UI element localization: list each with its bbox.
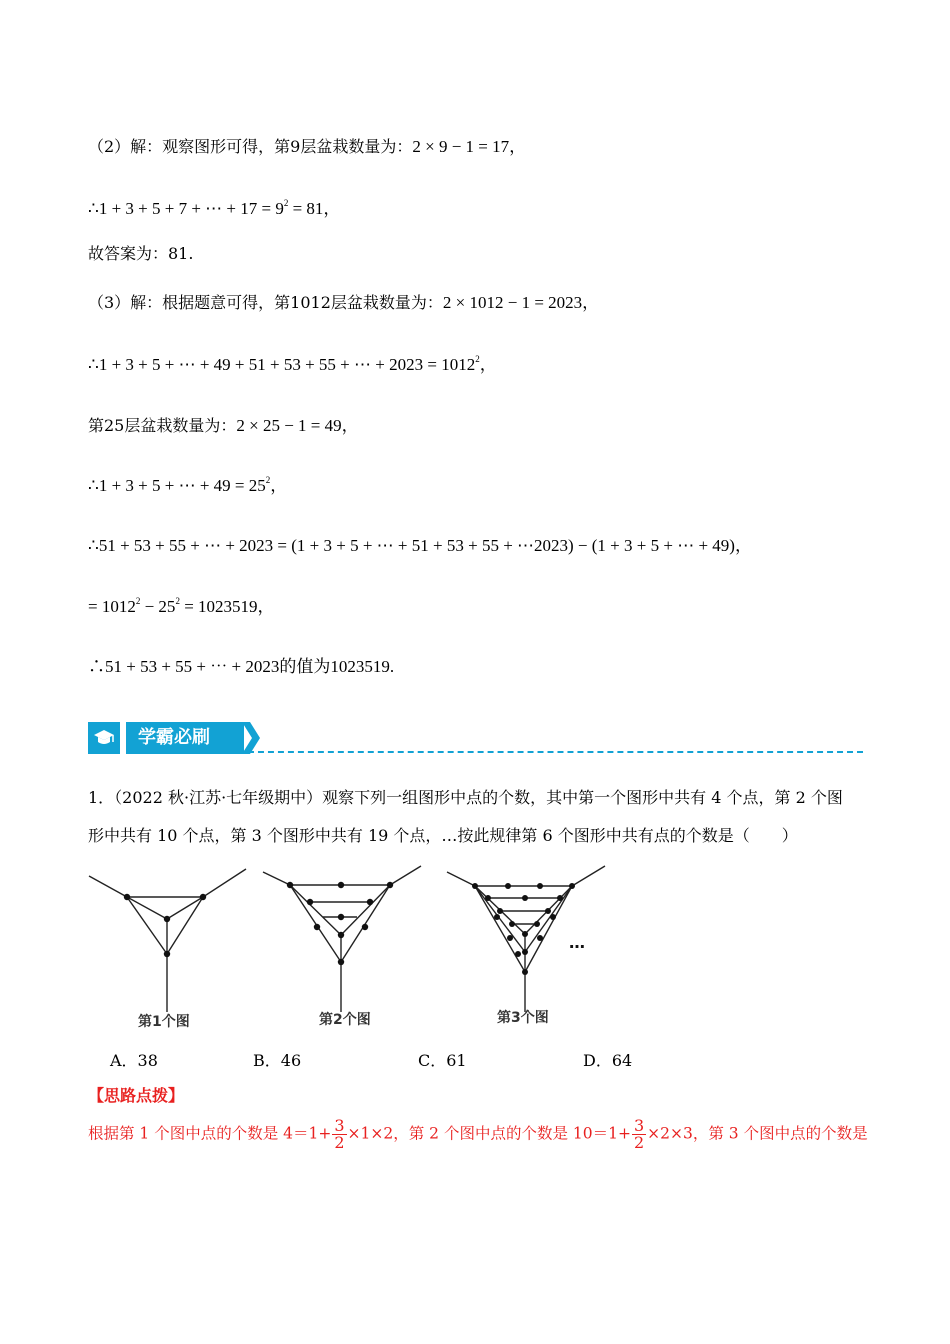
part3-line6: = $1012^2 - 25^2 = 1023519$， <box>88 596 275 616</box>
figure-3-label: 第3个图 <box>497 1010 549 1026</box>
hint-title: 【思路点拨】 <box>88 1086 185 1105</box>
question-line1: 1．（2022 秋·江苏·七年级期中）观察下列一组图形中点的个数，其中第一个图形中共有 4 个点，第 2 个图 <box>88 788 843 807</box>
option-c[interactable]: C．61 <box>418 1051 467 1070</box>
part3-line5: ∴51 + 53 + 55 + ⋯ + 2023 = (1 + 3 + 5 + ⋯ + 51 + 53 + 55 + ⋯2023) − (1 + 3 + 5 + ⋯ + 49)， <box>88 536 752 555</box>
section-banner <box>88 722 863 756</box>
figure-3-dots <box>472 883 575 975</box>
question-line2: 形中共有 10 个点，第 3 个图形中共有 19 个点，…按此规律第 6 个图形中共有点的个数是（ ） <box>88 826 798 845</box>
option-d[interactable]: D．64 <box>583 1051 633 1070</box>
part2-line1: （2）解：观察图形可得，第9层盆栽数量为：2 × 9 − 1 = 17， <box>88 137 527 156</box>
option-b[interactable]: B．46 <box>253 1051 302 1070</box>
banner-arrow-icon <box>242 722 264 754</box>
part3-line2: ∴1 + 3 + 5 + ⋯ + 49 + 51 + 53 + 55 + ⋯ + $2023 = 1012^2$， <box>88 354 497 374</box>
part3-line7: ∴51 + 53 + 55 + ⋯ + 2023的值为1023519. <box>88 657 395 676</box>
option-a[interactable]: A．38 <box>110 1051 158 1070</box>
figure-1 <box>89 869 246 1012</box>
figure-1-label: 第1个图 <box>138 1014 190 1030</box>
part3-line3: 第25层盆栽数量为：2 × 25 − 1 = 49， <box>88 416 359 435</box>
hint-text: 根据第 1 个图中点的个数是 4＝1+ $\frac{3}{2}$ ×1×2，第 2 个图中点的个数是 10＝1+ $\frac{3}{2}$ ×2×3，第 3 个图中点的个数是 <box>88 1116 868 1152</box>
part2-line2: ∴1 + 3 + 5 + 7 + ⋯ + $17 = 9^2 = 81$， <box>88 198 341 218</box>
part3-line4: ∴1 + 3 + 5 + ⋯ + $49 = 25^2$， <box>88 475 288 495</box>
fraction-2: $\frac{3}{2}$ <box>633 1116 645 1152</box>
graduation-cap-icon <box>88 722 120 754</box>
part2-answer: 故答案为：81. <box>88 244 194 263</box>
banner-title: 学霸必刷 <box>126 722 244 754</box>
part3-line1: （3）解：根据题意可得，第1012层盆栽数量为：2 × 1012 − 1 = 2023， <box>88 293 600 312</box>
figure-2-dots <box>287 882 393 965</box>
banner-divider <box>238 751 863 753</box>
dot-pattern-figures <box>85 862 615 1034</box>
figure-ellipsis: … <box>569 933 585 952</box>
fraction-1: $\frac{3}{2}$ <box>334 1116 345 1152</box>
figure-2-label: 第2个图 <box>319 1012 371 1028</box>
